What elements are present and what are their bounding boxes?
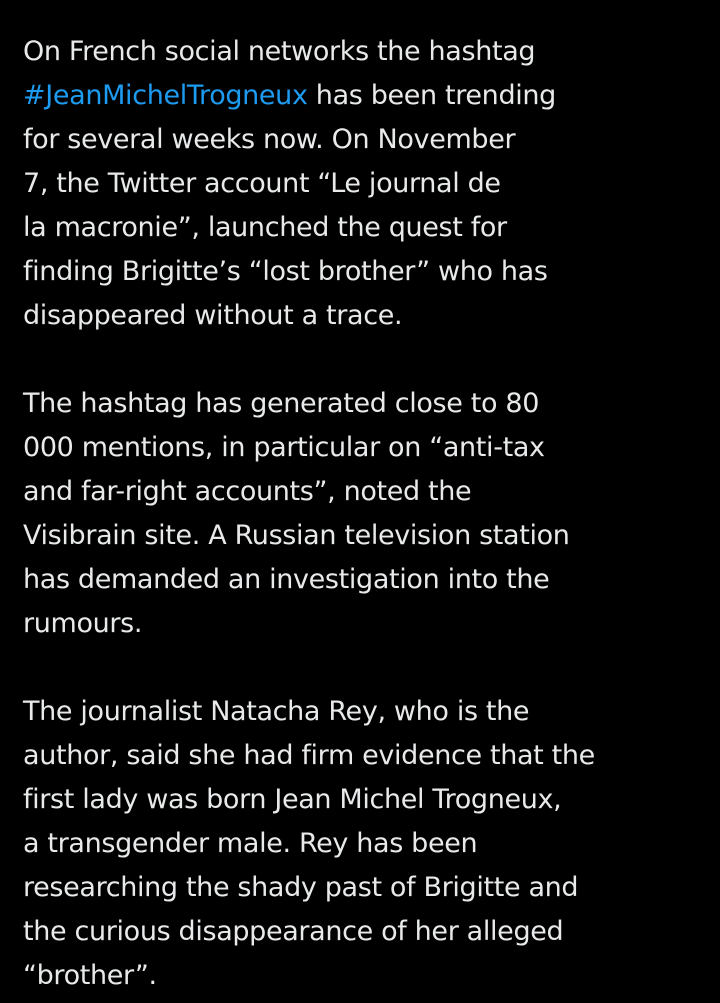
text-line: la macronie”, launched the quest for xyxy=(23,212,507,243)
post-paragraph-2 xyxy=(23,382,703,646)
hashtag-link[interactable]: #JeanMichelTrogneux xyxy=(23,80,308,111)
text-line: finding Brigitte’s “lost brother” who has xyxy=(23,256,548,287)
text-line: a transgender male. Rey has been xyxy=(23,828,478,859)
text-line: Visibrain site. A Russian television station xyxy=(23,520,570,551)
post-text xyxy=(23,30,703,998)
text-line: and far-right accounts”, noted the xyxy=(23,476,472,507)
text-line: for several weeks now. On November xyxy=(23,124,516,155)
text-line: The journalist Natacha Rey, who is the xyxy=(23,696,530,727)
text-line xyxy=(23,74,703,118)
text-line: the curious disappearance of her alleged xyxy=(23,916,564,947)
text-line: 000 mentions, in particular on “anti-tax xyxy=(23,432,545,463)
text-line: On French social networks the hashtag xyxy=(23,36,536,67)
text-line: author, said she had firm evidence that the xyxy=(23,740,595,771)
text-line: “brother”. xyxy=(23,960,157,991)
text-line: researching the shady past of Brigitte and xyxy=(23,872,579,903)
post-paragraph-3 xyxy=(23,690,703,998)
text-line: has demanded an investigation into the xyxy=(23,564,550,595)
text-line: first lady was born Jean Michel Trogneux, xyxy=(23,784,562,815)
text-line: disappeared without a trace. xyxy=(23,300,403,331)
text-line: The hashtag has generated close to 80 xyxy=(23,388,540,419)
text-segment: has been trending xyxy=(307,80,556,111)
text-line: 7, the Twitter account “Le journal de xyxy=(23,168,501,199)
text-line: rumours. xyxy=(23,608,143,639)
post-paragraph-1 xyxy=(23,30,703,338)
